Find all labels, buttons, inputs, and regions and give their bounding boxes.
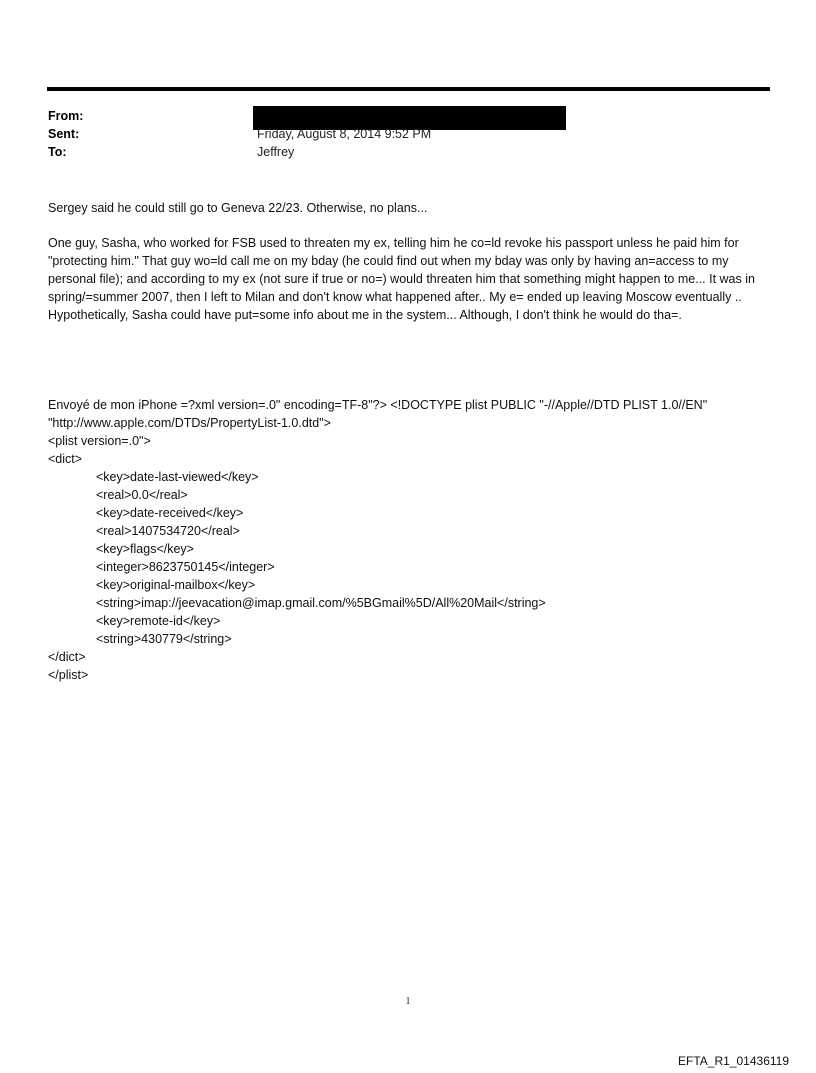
to-label: To: xyxy=(48,145,67,159)
plist-line: </plist> xyxy=(48,668,89,682)
plist-entry: <real>1407534720</real> xyxy=(96,524,240,538)
plist-entry: <key>remote-id</key> xyxy=(96,614,221,628)
plist-line: <plist version=.0"> xyxy=(48,434,151,448)
to-value: Jeffrey xyxy=(257,145,295,159)
plist-entry: <key>date-last-viewed</key> xyxy=(96,470,259,484)
plist-entry: <string>430779</string> xyxy=(96,632,232,646)
plist-block xyxy=(48,396,773,684)
plist-line: <dict> xyxy=(48,452,83,466)
plist-entry: <key>original-mailbox</key> xyxy=(96,578,256,592)
plist-line: "http://www.apple.com/DTDs/PropertyList-1.0.dtd"> xyxy=(48,416,331,430)
plist-line: </dict> xyxy=(48,650,86,664)
plist-entry: <key>flags</key> xyxy=(96,542,194,556)
from-label: From: xyxy=(48,109,84,123)
header-rule xyxy=(47,87,770,91)
plist-line: Envoyé de mon iPhone =?xml version=.0" encoding=TF-8"?> <!DOCTYPE plist PUBLIC "-//Apple//DTD PLIST 1.0//EN" xyxy=(48,398,708,412)
plist-entry: <integer>8623750145</integer> xyxy=(96,560,275,574)
page-number: 1 xyxy=(405,996,411,1007)
sent-label: Sent: xyxy=(48,127,80,141)
plist-entry: <real>0.0</real> xyxy=(96,488,188,502)
plist-entry: <string>imap://jeevacation@imap.gmail.com/%5BGmail%5D/All%20Mail</string> xyxy=(96,596,546,610)
plist-entry: <key>date-received</key> xyxy=(96,506,244,520)
body-paragraph-2: One guy, Sasha, who worked for FSB used to threaten my ex, telling him he co=ld revoke his passport unless he paid him for "protecting him." That guy wo=ld call me on my bday (he could find out when my bday was only by having an=access to my personal file); and according to my ex (not sure if true or no=) would threaten him that something might happen to me... It was in spring/=summer 2007, then I left to Milan and don't know what happened after.. My e= ended up leaving Moscow eventually .. Hypothetically, Sasha could have put=some info about me in the system... Although, I don't think he would do tha=. xyxy=(48,236,755,322)
sent-value: Friday, August 8, 2014 9:52 PM xyxy=(257,127,432,141)
bates-number: EFTA_R1_01436119 xyxy=(678,1054,789,1068)
body-paragraph-1: Sergey said he could still go to Geneva 22/23. Otherwise, no plans... xyxy=(48,201,428,215)
